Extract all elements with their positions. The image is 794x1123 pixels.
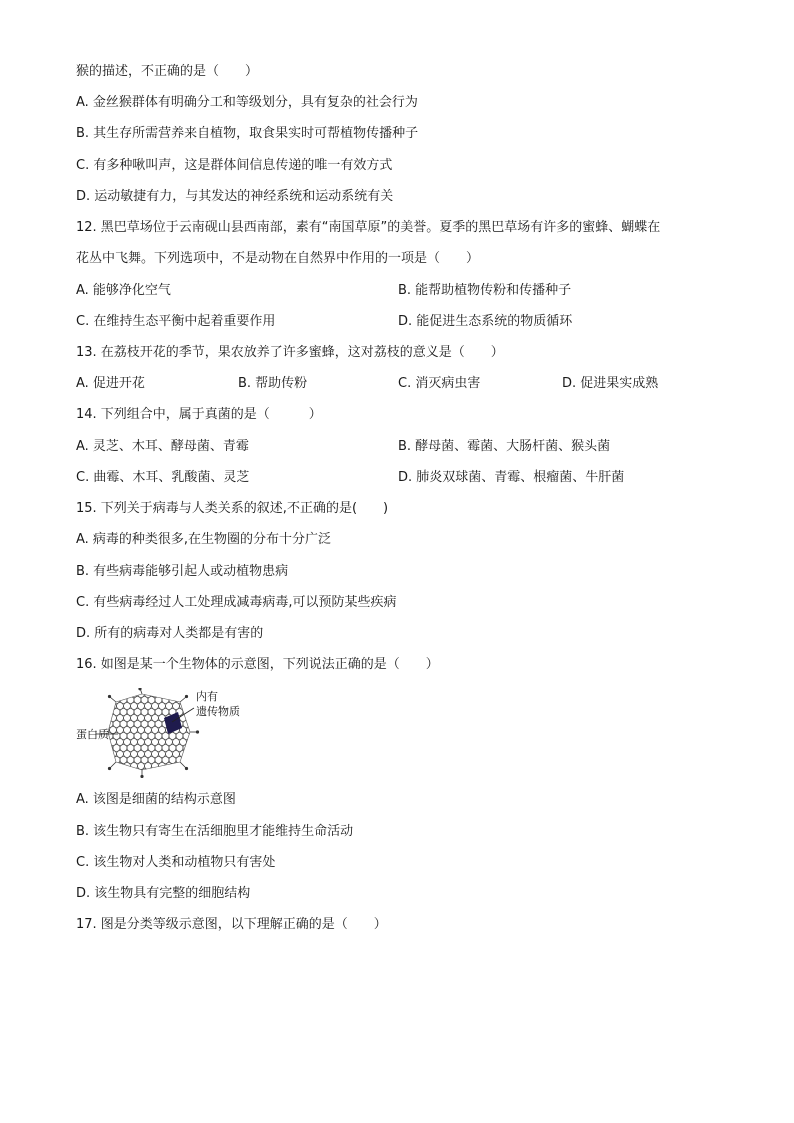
capsomere <box>134 757 141 764</box>
capsomere <box>173 751 180 758</box>
capsomere <box>173 691 180 698</box>
capsomere <box>124 703 131 710</box>
q16-option-b: B. 该生物只有寄生在活细胞里才能维持生命活动 <box>76 824 354 839</box>
capsomere <box>162 745 169 752</box>
capsomere <box>148 721 155 728</box>
capsomere <box>169 745 176 752</box>
capsomere <box>176 745 183 752</box>
capsomere <box>197 721 204 728</box>
question-11-stem-end: 猴的描述，不正确的是（ ） <box>76 64 259 79</box>
capsomere <box>113 769 120 776</box>
question-16-stem: 16. 如图是某一个生物体的示意图，下列说法正确的是（ ） <box>76 657 439 672</box>
capsomere <box>141 733 148 740</box>
label-genetic-material: 遗传物质 <box>196 705 240 718</box>
question-14-stem: 14. 下列组合中，属于真菌的是（ ） <box>76 407 322 422</box>
capsomere <box>127 757 134 764</box>
capsomere <box>131 715 138 722</box>
capsomere <box>159 751 166 758</box>
capsomere <box>103 715 110 722</box>
question-15-stem: 15. 下列关于病毒与人类关系的叙述,不正确的是( ) <box>76 501 389 516</box>
capsomere <box>141 745 148 752</box>
capsomere <box>113 721 120 728</box>
capsomere <box>110 727 117 734</box>
capsomere <box>134 709 141 716</box>
capsomere <box>106 709 113 716</box>
capsomere <box>197 745 204 752</box>
capsomere <box>162 769 169 776</box>
capsomere <box>155 733 162 740</box>
capsomere <box>180 751 187 758</box>
capsomere <box>127 745 134 752</box>
capsomere <box>162 709 169 716</box>
capsomere <box>124 691 131 698</box>
q13-option-d: D. 促进果实成熟 <box>562 376 659 391</box>
capsomere <box>190 721 197 728</box>
capsomere <box>187 715 194 722</box>
capsomere <box>117 739 124 746</box>
q12-option-a: A. 能够净化空气 <box>76 283 171 298</box>
capsomere <box>145 703 152 710</box>
capsomere <box>117 751 124 758</box>
capsomere <box>176 733 183 740</box>
q12-option-b: B. 能帮助植物传粉和传播种子 <box>398 283 572 298</box>
capsomere <box>197 757 204 764</box>
capsomere <box>134 733 141 740</box>
q15-option-a: A. 病毒的种类很多,在生物圈的分布十分广泛 <box>76 532 332 547</box>
capsomere <box>155 709 162 716</box>
capsomere <box>166 751 173 758</box>
capsomere <box>159 727 166 734</box>
capsomere <box>131 751 138 758</box>
capsomere <box>169 733 176 740</box>
capsomere <box>152 703 159 710</box>
capsomere <box>113 745 120 752</box>
q16-option-a: A. 该图是细菌的结构示意图 <box>76 792 236 807</box>
capsomere <box>197 733 204 740</box>
capsomere <box>117 727 124 734</box>
q14-option-c: C. 曲霉、木耳、乳酸菌、灵芝 <box>76 470 250 485</box>
capsomere <box>131 727 138 734</box>
capsomere <box>148 757 155 764</box>
label-inner: 内有 <box>196 690 218 703</box>
capsomere <box>131 739 138 746</box>
capsomere <box>162 733 169 740</box>
q16-option-d: D. 该生物具有完整的细胞结构 <box>76 886 251 901</box>
capsomere <box>152 715 159 722</box>
q11-option-a: A. 金丝猴群体有明确分工和等级划分，具有复杂的社会行为 <box>76 95 418 110</box>
capsomere <box>166 703 173 710</box>
capsomere <box>145 739 152 746</box>
q14-option-d: D. 肺炎双球菌、青霉、根瘤菌、牛肝菌 <box>398 470 625 485</box>
capsomere <box>155 757 162 764</box>
capsomere <box>159 703 166 710</box>
question-12-stem: 12. 黑巴草场位于云南砚山县西南部，素有“南国草原”的美誉。夏季的黑巴草场有许多的蜜蜂、蝴蝶在 <box>76 220 661 235</box>
capsomere <box>120 709 127 716</box>
capsomere <box>194 751 201 758</box>
capsomere <box>190 733 197 740</box>
capsomere <box>148 745 155 752</box>
question-17-stem: 17. 图是分类等级示意图，以下理解正确的是（ ） <box>76 917 387 932</box>
capsomere <box>148 709 155 716</box>
capsomere <box>106 757 113 764</box>
question-13-stem: 13. 在荔枝开花的季节，果农放养了许多蜜蜂，这对荔枝的意义是（ ） <box>76 345 504 360</box>
q14-option-b: B. 酵母菌、霉菌、大肠杆菌、猴头菌 <box>398 439 611 454</box>
capsomere <box>183 757 190 764</box>
capsomere <box>190 769 197 776</box>
capsomere <box>103 703 110 710</box>
capsomere <box>169 757 176 764</box>
capsomere <box>190 745 197 752</box>
q13-option-c: C. 消灭病虫害 <box>398 376 481 391</box>
capsomere <box>138 715 145 722</box>
q11-option-d: D. 运动敏捷有力，与其发达的神经系统和运动系统有关 <box>76 189 394 204</box>
capsomere <box>117 715 124 722</box>
capsomere <box>194 739 201 746</box>
q13-option-b: B. 帮助传粉 <box>238 376 308 391</box>
capsomere <box>134 721 141 728</box>
q15-option-d: D. 所有的病毒对人类都是有害的 <box>76 626 264 641</box>
capsomere <box>120 769 127 776</box>
capsomere <box>148 769 155 776</box>
capsomere <box>138 763 145 770</box>
capsomere <box>173 703 180 710</box>
virus-structure-figure <box>76 688 266 778</box>
capsomere <box>127 709 134 716</box>
capsomere <box>120 757 127 764</box>
capsomere <box>124 727 131 734</box>
capsomere <box>166 691 173 698</box>
capsomere <box>138 703 145 710</box>
capsomere <box>134 745 141 752</box>
capsomere <box>120 733 127 740</box>
capsomere <box>187 751 194 758</box>
capsomere <box>124 751 131 758</box>
capsomere <box>155 745 162 752</box>
capsomere <box>110 715 117 722</box>
capsomere <box>141 709 148 716</box>
label-protein: 蛋白质 <box>76 728 109 741</box>
capsomere <box>162 757 169 764</box>
capsomere <box>138 739 145 746</box>
capsomere <box>159 739 166 746</box>
capsomere <box>159 691 166 698</box>
capsomere <box>152 763 159 770</box>
capsomere <box>197 769 204 776</box>
capsomere <box>141 721 148 728</box>
capsomere <box>145 691 152 698</box>
capsomere <box>117 763 124 770</box>
capsomere <box>120 745 127 752</box>
q14-option-a: A. 灵芝、木耳、酵母菌、青霉 <box>76 439 249 454</box>
q12-option-d: D. 能促进生态系统的物质循环 <box>398 314 573 329</box>
capsomere <box>155 769 162 776</box>
q11-option-b: B. 其生存所需营养来自植物，取食果实时可帮植物传播种子 <box>76 126 419 141</box>
capsomere <box>134 697 141 704</box>
capsomere <box>117 691 124 698</box>
capsomere <box>141 757 148 764</box>
capsomere <box>166 739 173 746</box>
capsomere <box>127 769 134 776</box>
capsomere <box>127 733 134 740</box>
question-12-stem-cont: 花丛中飞舞。下列选项中，不是动物在自然界中作用的一项是（ ） <box>76 251 480 266</box>
capsomere <box>152 727 159 734</box>
capsomere <box>138 727 145 734</box>
capsomere <box>117 703 124 710</box>
capsomere <box>152 739 159 746</box>
capsomere <box>141 697 148 704</box>
capsomere <box>190 757 197 764</box>
capsomere <box>148 733 155 740</box>
q12-option-c: C. 在维持生态平衡中起着重要作用 <box>76 314 276 329</box>
capsomere <box>155 721 162 728</box>
capsomere <box>127 721 134 728</box>
capsomere <box>148 697 155 704</box>
capsomere <box>187 703 194 710</box>
capsomere <box>180 739 187 746</box>
capsomere <box>145 727 152 734</box>
capsomere <box>145 751 152 758</box>
capsomere <box>176 769 183 776</box>
capsomere <box>124 739 131 746</box>
capsomere <box>145 715 152 722</box>
capsomere <box>173 739 180 746</box>
capsomere <box>169 769 176 776</box>
capsomere <box>138 751 145 758</box>
capsomere <box>124 715 131 722</box>
capsomere <box>194 763 201 770</box>
capsomere <box>120 721 127 728</box>
q15-option-b: B. 有些病毒能够引起人或动植物患病 <box>76 564 289 579</box>
q11-option-c: C. 有多种啾叫声，这是群体间信息传递的唯一有效方式 <box>76 158 393 173</box>
q13-option-a: A. 促进开花 <box>76 376 145 391</box>
capsomere <box>103 751 110 758</box>
q16-option-c: C. 该生物对人类和动植物只有害处 <box>76 855 276 870</box>
q15-option-c: C. 有些病毒经过人工处理成减毒病毒,可以预防某些疾病 <box>76 595 397 610</box>
capsomere <box>162 697 169 704</box>
capsomere <box>152 751 159 758</box>
capsomere <box>131 703 138 710</box>
